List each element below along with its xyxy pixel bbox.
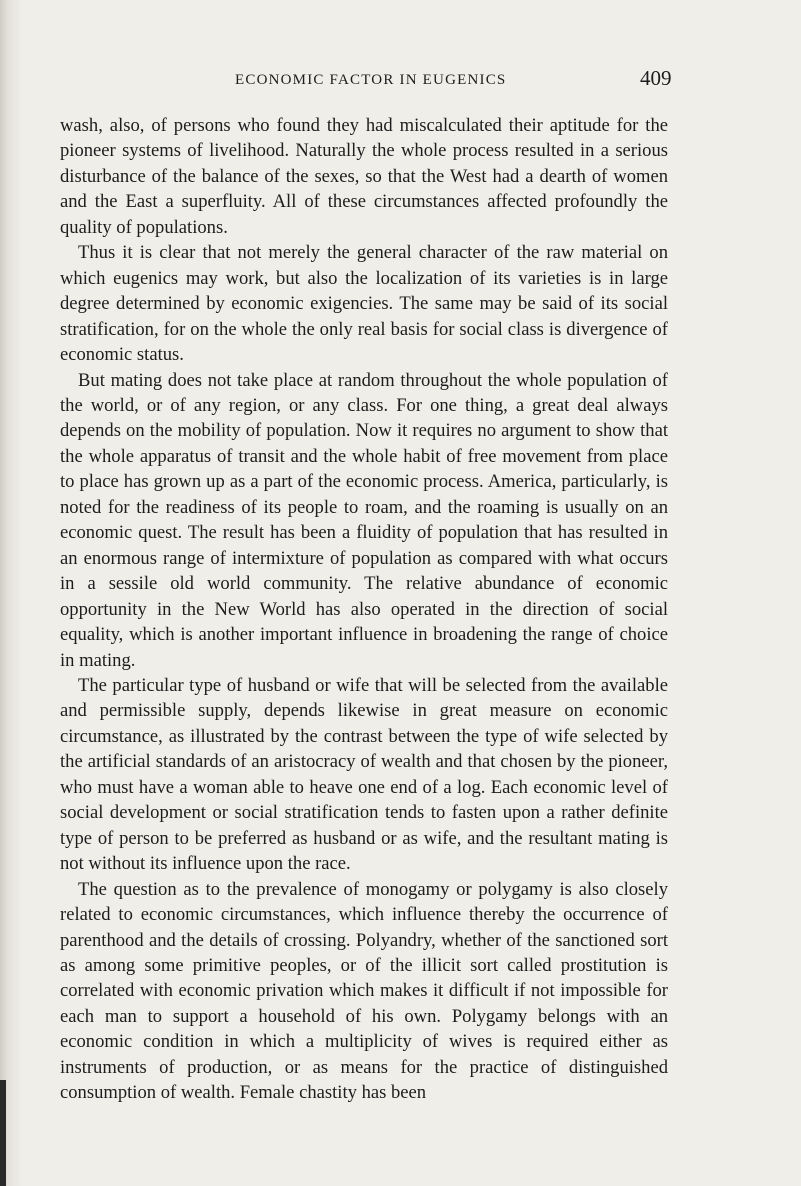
paragraph: The particular type of husband or wife that will be selected from the available and permissible supply, depends likewise in great measure on economic circumstance, as illustrated by the contrast between the type of wife selected by the artificial standards of an aristocracy of wealth and that chosen by the pioneer, who must have a woman able to heave one end of a log. Each economic level of social development or social stratification tends to fasten upon a rather definite type of person to be preferred as husband or as wife, and the resultant mating is not without its influence upon the race. <box>60 674 668 875</box>
page-edge-shadow <box>0 1080 6 1186</box>
page-binding-edge <box>0 0 22 1186</box>
page-header <box>0 66 801 96</box>
body-text <box>60 113 668 1106</box>
paragraph: Thus it is clear that not merely the general character of the raw material on which eugenics may work, but also the localization of its varieties is in large degree determined by economic exigencies. The same may be said of its social stratification, for on the whole the only real basis for social class is divergence of economic status. <box>60 242 668 366</box>
paragraph: But mating does not take place at random throughout the whole population of the world, or of any region, or any class. For one thing, a great deal always depends on the mobility of population. Now it requires no argument to show that the whole apparatus of transit and the whole habit of free movement from place to place has grown up as a part of the economic process. America, particularly, is noted for the readiness of its people to roam, and the roaming is usually on an economic quest. The result has been a fluidity of population that has resulted in an enormous range of intermixture of population as compared with what occurs in a sessile old world community. The relative abundance of economic opportunity in the New World has also operated in the direction of social equality, which is another important influence in broadening the range of choice in mating. <box>60 369 668 671</box>
paragraph: The question as to the prevalence of monogamy or polygamy is also closely related to economic circumstances, which influence thereby the occurrence of parenthood and the details of crossing. Polyandry, whether of the sanctioned sort as among some primitive peoples, or of the illicit sort called prostitution is correlated with economic privation which makes it difficult if not impossible for each man to support a household of his own. Polygamy belongs with an economic condition in which a multiplicity of wives is required either as instruments of production, or as means for the practice of distinguished consumption of wealth. Female chastity has been <box>60 878 668 1104</box>
paragraph: wash, also, of persons who found they had miscalculated their aptitude for the pioneer systems of livelihood. Naturally the whole process resulted in a serious disturbance of the balance of the sexes, so that the West had a dearth of women and the East a superfluity. All of these circumstances affected profoundly the quality of populations. <box>60 115 668 238</box>
page-number: 409 <box>640 66 672 90</box>
running-head: ECONOMIC FACTOR IN EUGENICS <box>235 72 507 88</box>
